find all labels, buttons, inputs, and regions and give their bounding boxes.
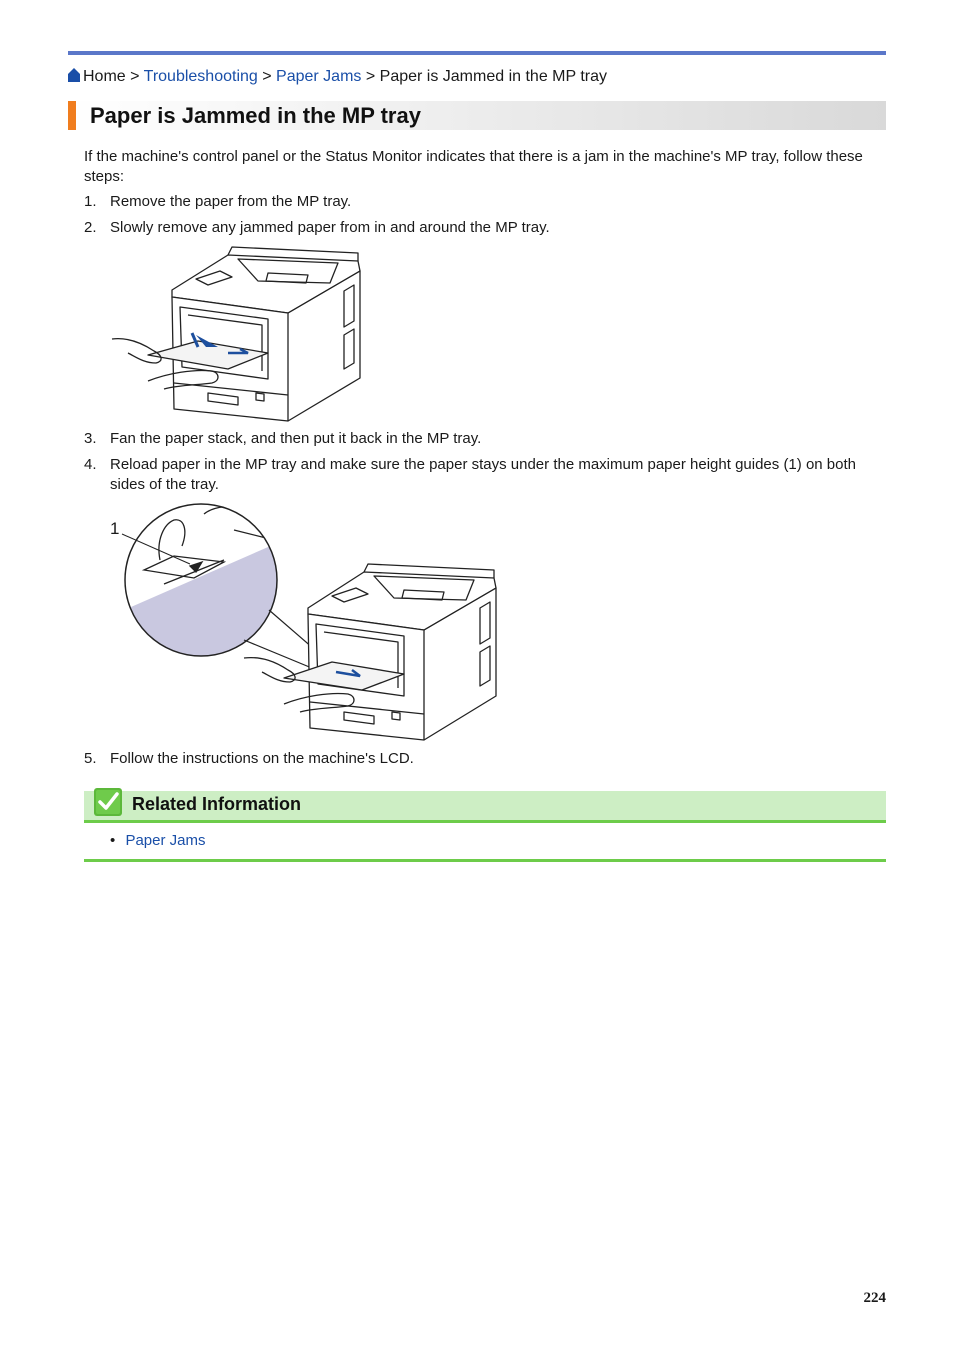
page-title-bar — [68, 101, 886, 130]
breadcrumb — [68, 67, 607, 87]
related-list-item — [110, 831, 205, 851]
breadcrumb-troubleshooting-link[interactable]: Troubleshooting — [143, 68, 258, 85]
step-text: Reload paper in the MP tray and make sure the paper stays under the maximum paper height guides (1) on both sides of the tray. — [110, 456, 856, 493]
step-number: 1. — [84, 193, 97, 210]
home-icon[interactable] — [68, 68, 80, 82]
printer-jam-removal-illustration — [108, 243, 364, 427]
related-bottom-rule — [84, 859, 886, 862]
title-accent — [68, 101, 76, 130]
page-number: 224 — [863, 1290, 886, 1306]
step-text: Follow the instructions on the machine's LCD. — [110, 750, 414, 767]
related-information-title: Related Information — [132, 794, 302, 814]
top-rule — [68, 51, 886, 55]
breadcrumb-home[interactable]: Home — [83, 68, 126, 85]
checkmark-icon — [94, 788, 122, 816]
step-text: Remove the paper from the MP tray. — [110, 193, 352, 210]
breadcrumb-current: Paper is Jammed in the MP tray — [379, 68, 607, 85]
breadcrumb-paper-jams-link[interactable]: Paper Jams — [276, 68, 362, 85]
step-text: Fan the paper stack, and then put it back in the MP tray. — [110, 430, 482, 447]
related-information-header — [84, 791, 886, 823]
breadcrumb-separator: > — [125, 68, 144, 85]
step-number: 4. — [84, 456, 97, 473]
intro-paragraph: If the machine's control panel or the Status Monitor indicates that there is a jam in the machine's MP tray, follow these steps: — [84, 148, 863, 185]
printer-reload-illustration — [104, 500, 500, 746]
callout-label: 1 — [110, 519, 120, 538]
breadcrumb-separator: > — [257, 68, 277, 85]
step-number: 2. — [84, 219, 97, 236]
step-text: Slowly remove any jammed paper from in and around the MP tray. — [110, 219, 550, 236]
page-title: Paper is Jammed in the MP tray — [90, 103, 421, 128]
breadcrumb-separator: > — [361, 68, 380, 85]
step-number: 3. — [84, 430, 97, 447]
bullet: • — [110, 832, 116, 849]
related-paper-jams-link[interactable]: Paper Jams — [125, 832, 206, 849]
step-number: 5. — [84, 750, 97, 767]
